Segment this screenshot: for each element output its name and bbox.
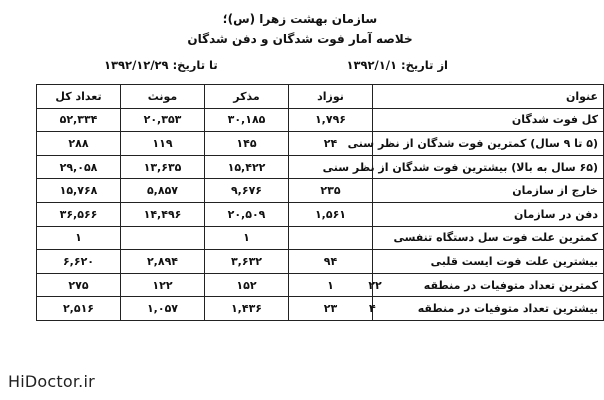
cell-female: ۱,۰۵۷ bbox=[121, 297, 205, 321]
cell-infant: ۱,۷۹۶ bbox=[289, 108, 373, 132]
statistics-table bbox=[36, 84, 604, 321]
cell-male: ۱۵۲ bbox=[205, 273, 289, 297]
cell-total: ۶,۶۲۰ bbox=[37, 250, 121, 274]
row-title: کمترین تعداد متوفیات در منطقه bbox=[423, 278, 598, 292]
column-header-male: مذکر bbox=[205, 85, 289, 109]
cell-female: ۱۳,۶۳۵ bbox=[121, 155, 205, 179]
table-row bbox=[37, 297, 604, 321]
cell-infant: ۱ bbox=[289, 273, 373, 297]
row-title: کل فوت شدگان bbox=[373, 108, 604, 132]
column-header-total: تعداد کل bbox=[37, 85, 121, 109]
table-row bbox=[37, 226, 604, 250]
cell-total: ۲۷۵ bbox=[37, 273, 121, 297]
cell-infant: ۲۳۵ bbox=[289, 179, 373, 203]
column-header-title: عنوان bbox=[373, 85, 604, 109]
table-row bbox=[37, 108, 604, 132]
cell-total: ۳۶,۵۶۶ bbox=[37, 202, 121, 226]
cell-male: ۳۰,۱۸۵ bbox=[205, 108, 289, 132]
report-subtitle: خلاصه آمار فوت شدگان و دفن شدگان bbox=[187, 32, 413, 46]
table-row bbox=[37, 202, 604, 226]
cell-infant: ۹۴ bbox=[289, 250, 373, 274]
cell-female: ۲۰,۳۵۳ bbox=[121, 108, 205, 132]
table-row bbox=[37, 250, 604, 274]
cell-female: ۲,۸۹۴ bbox=[121, 250, 205, 274]
report-org-title: سازمان بهشت زهرا (س)؛ bbox=[222, 12, 378, 26]
cell-female: ۱۴,۴۹۶ bbox=[121, 202, 205, 226]
cell-male: ۱ bbox=[205, 226, 289, 250]
cell-male: ۹,۶۷۶ bbox=[205, 179, 289, 203]
cell-female: ۵,۸۵۷ bbox=[121, 179, 205, 203]
row-title-cell bbox=[369, 297, 604, 321]
cell-male: ۱۵,۴۲۲ bbox=[205, 155, 289, 179]
table-row bbox=[37, 155, 604, 179]
cell-female bbox=[121, 226, 205, 250]
row-title: بیشترین تعداد متوفیات در منطقه bbox=[417, 302, 598, 316]
table-header-row bbox=[37, 85, 604, 109]
date-to: تا تاریخ: ۱۳۹۲/۱۲/۲۹ bbox=[104, 58, 218, 72]
row-title: دفن در سازمان bbox=[373, 202, 604, 226]
row-title: کمترین علت فوت سل دستگاه تنفسی bbox=[373, 226, 604, 250]
cell-male: ۱,۴۳۶ bbox=[205, 297, 289, 321]
cell-total: ۱۵,۷۶۸ bbox=[37, 179, 121, 203]
cell-male: ۳,۶۳۲ bbox=[205, 250, 289, 274]
cell-female: ۱۲۲ bbox=[121, 273, 205, 297]
date-from: از تاریخ: ۱۳۹۲/۱/۱ bbox=[346, 58, 448, 72]
table-row bbox=[37, 132, 604, 156]
cell-total: ۱ bbox=[37, 226, 121, 250]
cell-infant: ۱,۵۶۱ bbox=[289, 202, 373, 226]
table-row bbox=[37, 179, 604, 203]
cell-infant: ۲۳ bbox=[289, 297, 373, 321]
cell-female: ۱۱۹ bbox=[121, 132, 205, 156]
row-title: (۶۵ سال به بالا) بیشترین فوت شدگان از نظر سنی bbox=[373, 155, 604, 179]
cell-total: ۲۹,۰۵۸ bbox=[37, 155, 121, 179]
row-title: (۵ تا ۹ سال) کمترین فوت شدگان از نظر سنی bbox=[373, 132, 604, 156]
row-title: بیشترین علت فوت ایست قلبی bbox=[373, 250, 604, 274]
row-title-cell bbox=[368, 273, 604, 297]
watermark-text: HiDoctor.ir bbox=[8, 372, 95, 391]
column-header-infant: نوزاد bbox=[289, 85, 373, 109]
row-title: خارج از سازمان bbox=[373, 179, 604, 203]
cell-total: ۵۲,۳۳۴ bbox=[37, 108, 121, 132]
region-number: ۲۲ bbox=[368, 278, 382, 292]
cell-male: ۱۴۵ bbox=[205, 132, 289, 156]
cell-infant: ۲۴ bbox=[289, 132, 373, 156]
table-row bbox=[37, 273, 604, 297]
region-number: ۴ bbox=[369, 302, 376, 316]
cell-total: ۲۸۸ bbox=[37, 132, 121, 156]
cell-infant bbox=[289, 226, 373, 250]
cell-male: ۲۰,۵۰۹ bbox=[205, 202, 289, 226]
cell-total: ۲,۵۱۶ bbox=[37, 297, 121, 321]
column-header-female: مونث bbox=[121, 85, 205, 109]
